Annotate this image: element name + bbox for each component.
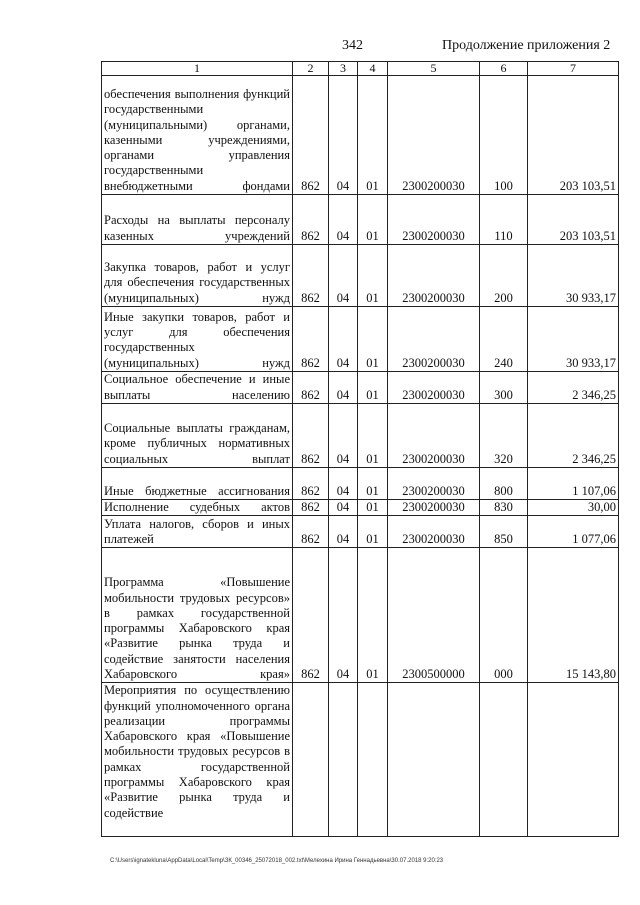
section-code: 04: [329, 76, 358, 195]
target-article-code: 2300200030: [388, 468, 480, 500]
ministry-code: 862: [293, 245, 329, 307]
ministry-code: 862: [293, 372, 329, 404]
section-code: 04: [329, 500, 358, 516]
column-header: 3: [329, 62, 358, 76]
section-code: [329, 683, 358, 837]
row-description: Закупка товаров, работ и услуг для обеспечения государственных (муниципальных) нужд: [102, 245, 293, 307]
row-description: Программа «Повышение мобильности трудовых ресурсов» в рамках государственной программы Хабаровского края «Развитие рынка труда и содействие занятости населения Хабаровского края»: [102, 548, 293, 683]
subsection-code: 01: [358, 307, 388, 372]
row-description: Расходы на выплаты персоналу казенных учреждений: [102, 195, 293, 245]
amount: 30,00: [528, 500, 619, 516]
amount: 1 077,06: [528, 516, 619, 548]
expense-type-code: 830: [480, 500, 528, 516]
page-number: 342: [342, 38, 363, 53]
subsection-code: 01: [358, 516, 388, 548]
ministry-code: [293, 683, 329, 837]
ministry-code: 862: [293, 307, 329, 372]
row-description: Уплата налогов, сборов и иных платежей: [102, 516, 293, 548]
row-description: Иные бюджетные ассигнования: [102, 468, 293, 500]
column-header: 1: [102, 62, 293, 76]
table-row: [102, 468, 619, 500]
subsection-code: 01: [358, 372, 388, 404]
target-article-code: 2300200030: [388, 516, 480, 548]
appendix-note: Продолжение приложения 2: [442, 38, 611, 53]
subsection-code: 01: [358, 195, 388, 245]
section-code: 04: [329, 404, 358, 468]
table-row: [102, 500, 619, 516]
column-header: 6: [480, 62, 528, 76]
subsection-code: [358, 683, 388, 837]
row-description: Мероприятия по осуществлению функций уполномоченного органа реализации программы Хабаровского края «Повышение мобильности трудовых ресурсов в рамках государственной программы Хабаровского края «Развитие рынка труда и содействие: [102, 683, 293, 837]
expense-type-code: 110: [480, 195, 528, 245]
subsection-code: 01: [358, 468, 388, 500]
ministry-code: 862: [293, 500, 329, 516]
target-article-code: 2300200030: [388, 245, 480, 307]
amount: 30 933,17: [528, 307, 619, 372]
column-header: 7: [528, 62, 619, 76]
subsection-code: 01: [358, 76, 388, 195]
target-article-code: [388, 683, 480, 837]
subsection-code: 01: [358, 548, 388, 683]
amount: [528, 683, 619, 837]
target-article-code: 2300200030: [388, 195, 480, 245]
table-row: [102, 548, 619, 683]
column-header: 5: [388, 62, 480, 76]
column-header-row: [102, 62, 619, 76]
ministry-code: 862: [293, 195, 329, 245]
target-article-code: 2300200030: [388, 307, 480, 372]
section-code: 04: [329, 548, 358, 683]
column-header: 4: [358, 62, 388, 76]
row-description: Иные закупки товаров, работ и услуг для обеспечения государственных (муниципальных) нужд: [102, 307, 293, 372]
table-row: [102, 404, 619, 468]
subsection-code: 01: [358, 500, 388, 516]
table-row: [102, 307, 619, 372]
row-description: Исполнение судебных актов: [102, 500, 293, 516]
table-row: [102, 195, 619, 245]
expense-type-code: 240: [480, 307, 528, 372]
subsection-code: 01: [358, 404, 388, 468]
row-description: Социальное обеспечение и иные выплаты населению: [102, 372, 293, 404]
ministry-code: 862: [293, 404, 329, 468]
target-article-code: 2300200030: [388, 76, 480, 195]
amount: 203 103,51: [528, 195, 619, 245]
row-description: Социальные выплаты гражданам, кроме публичных нормативных социальных выплат: [102, 404, 293, 468]
ministry-code: 862: [293, 548, 329, 683]
table-row: [102, 76, 619, 195]
section-code: 04: [329, 468, 358, 500]
amount: 1 107,06: [528, 468, 619, 500]
amount: 2 346,25: [528, 372, 619, 404]
subsection-code: 01: [358, 245, 388, 307]
ministry-code: 862: [293, 76, 329, 195]
expense-type-code: 800: [480, 468, 528, 500]
section-code: 04: [329, 245, 358, 307]
ministry-code: 862: [293, 468, 329, 500]
expense-type-code: [480, 683, 528, 837]
amount: 203 103,51: [528, 76, 619, 195]
budget-table: [101, 61, 619, 837]
footer-file-path: C:\Users\ignatekluna\AppData\Local\Temp\ЗК_00346_25072018_002.txt\Мелехина Ирина Геннадьевна\30.07.2018 9:20:23: [110, 858, 444, 864]
target-article-code: 2300200030: [388, 404, 480, 468]
expense-type-code: 200: [480, 245, 528, 307]
target-article-code: 2300500000: [388, 548, 480, 683]
ministry-code: 862: [293, 516, 329, 548]
expense-type-code: 000: [480, 548, 528, 683]
table-row: [102, 372, 619, 404]
amount: 15 143,80: [528, 548, 619, 683]
table-row: [102, 516, 619, 548]
table-row: [102, 245, 619, 307]
target-article-code: 2300200030: [388, 372, 480, 404]
section-code: 04: [329, 516, 358, 548]
expense-type-code: 100: [480, 76, 528, 195]
section-code: 04: [329, 195, 358, 245]
column-header: 2: [293, 62, 329, 76]
amount: 30 933,17: [528, 245, 619, 307]
table-row: [102, 683, 619, 837]
target-article-code: 2300200030: [388, 500, 480, 516]
section-code: 04: [329, 307, 358, 372]
amount: 2 346,25: [528, 404, 619, 468]
expense-type-code: 320: [480, 404, 528, 468]
expense-type-code: 300: [480, 372, 528, 404]
expense-type-code: 850: [480, 516, 528, 548]
row-description: обеспечения выполнения функций государственными (муниципальными) органами, казенными учреждениями, органами управления государственными внебюджетными фондами: [102, 76, 293, 195]
section-code: 04: [329, 372, 358, 404]
